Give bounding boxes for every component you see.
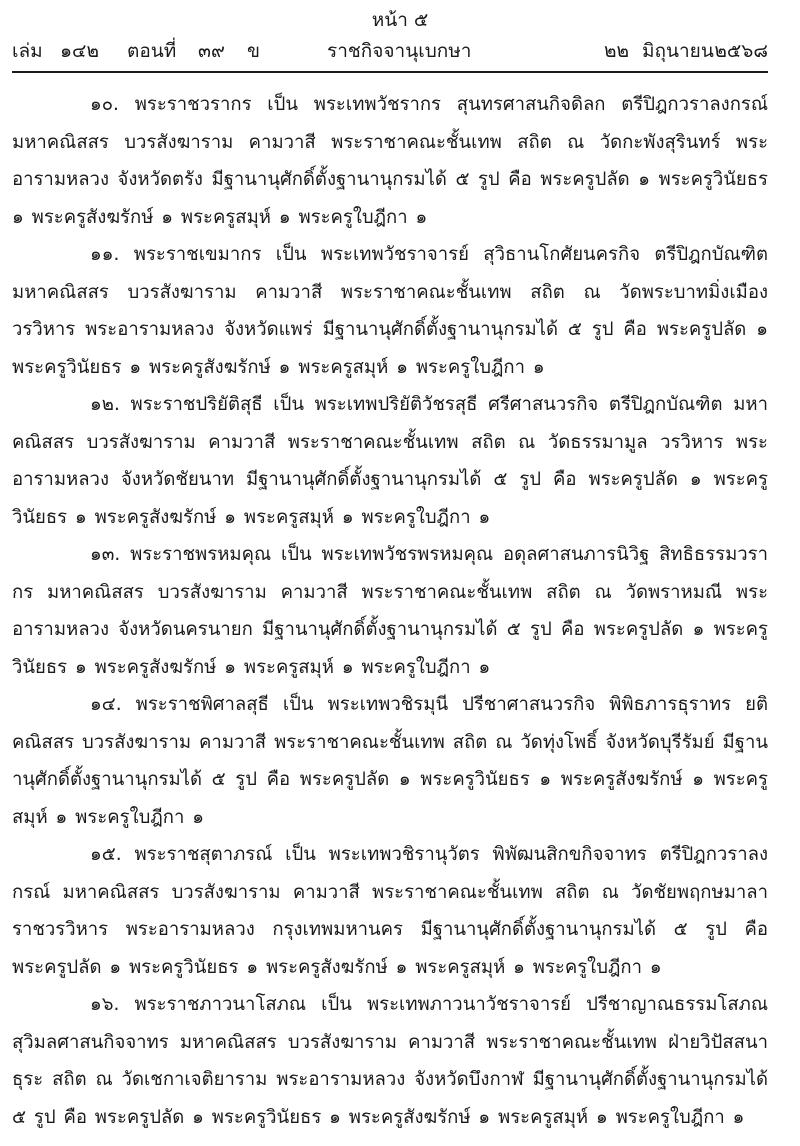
paragraph-item-16 (12, 986, 768, 1136)
item-text: พระราชปริยัติสุธี เป็น พระเทพปริยัติวัชรสุธี ศรีศาสนวรกิจ ตรีปิฎกบัณฑิต มหาคณิสสร บวรสังฆาราม คามวาสี พระราชาคณะชั้นเทพ สถิต ณ วัดธรรมามูล วรวิหาร พระอารามหลวง จังหวัดชัยนาท มีฐานานุศักดิ์ตั้งฐานานุกรมได้ ๕ รูป คือ พระครูปลัด ๑ พระครูวินัยธร ๑ พระครูสังฆรักษ์ ๑ พระครูสมุห์ ๑ พระครูใบฎีกา ๑ (12, 394, 768, 528)
issue-number: ๓๙ (198, 40, 225, 62)
section-letter: ข (247, 40, 260, 62)
item-text: พระราชภาวนาโสภณ เป็น พระเทพภาวนาวัชราจารย์ ปรีชาญาณธรรมโสภณ สุวิมลศาสนกิจจาทร มหาคณิสสร บวรสังฆาราม คามวาสี พระราชาคณะชั้นเทพ ฝ่ายวิปัสสนาธุระ สถิต ณ วัดเชกาเจติยาราม พระอารามหลวง จังหวัดบึงกาฬ มีฐานานุศักดิ์ตั้งฐานานุกรมได้ ๕ รูป คือ พระครูปลัด ๑ พระครูวินัยธร ๑ พระครูสังฆรักษ์ ๑ พระครูสมุห์ ๑ พระครูใบฎีกา ๑ (12, 994, 768, 1128)
paragraph-item-10 (12, 86, 768, 236)
publication-title: ราชกิจจานุเบกษา (327, 40, 472, 62)
paragraph-item-12 (12, 386, 768, 536)
page-number: หน้า ๕ (371, 9, 429, 31)
item-text: พระราชพรหมคุณ เป็น พระเทพวัชรพรหมคุณ อดุลศาสนภารนิวิฐ สิทธิธรรมวรากร มหาคณิสสร บวรสังฆาราม คามวาสี พระราชาคณะชั้นเทพ สถิต ณ วัดพราหมณี พระอารามหลวง จังหวัดนครนายก มีฐานานุศักดิ์ตั้งฐานานุกรมได้ ๕ รูป คือ พระครูปลัด ๑ พระครูวินัยธร ๑ พระครูสังฆรักษ์ ๑ พระครูสมุห์ ๑ พระครูใบฎีกา ๑ (12, 544, 768, 678)
date-year: ๒๕๖๘ (714, 40, 768, 62)
paragraph-item-11 (12, 236, 768, 386)
item-number: ๑๖. (90, 994, 120, 1015)
date-month: มิถุนายน (642, 40, 714, 62)
header-divider (12, 71, 768, 73)
item-number: ๑๑. (90, 244, 120, 265)
item-text: พระราชพิศาลสุธี เป็น พระเทพวชิรมุนี ปรีชาศาสนวรกิจ พิพิธภารธุราทร ยติคณิสสร บวรสังฆาราม คามวาสี พระราชาคณะชั้นเทพ สถิต ณ วัดทุ่งโพธิ์ จังหวัดบุรีรัมย์ มีฐานานุศักดิ์ตั้งฐานานุกรมได้ ๕ รูป คือ พระครูปลัด ๑ พระครูวินัยธร ๑ พระครูสังฆรักษ์ ๑ พระครูสมุห์ ๑ พระครูใบฎีกา ๑ (12, 694, 768, 828)
item-number: ๑๒. (90, 394, 120, 415)
item-text: พระราชสุตาภรณ์ เป็น พระเทพวชิรานุวัตร พิพัฒนสิกขกิจจาทร ตรีปิฎกวราลงกรณ์ มหาคณิสสร บวรสังฆาราม คามวาสี พระราชาคณะชั้นเทพ สถิต ณ วัดชัยพฤกษมาลา ราชวรวิหาร พระอารามหลวง กรุงเทพมหานคร มีฐานานุศักดิ์ตั้งฐานานุกรมได้ ๕ รูป คือ พระครูปลัด ๑ พระครูวินัยธร ๑ พระครูสังฆรักษ์ ๑ พระครูสมุห์ ๑ พระครูใบฎีกา ๑ (12, 844, 768, 978)
item-number: ๑๓. (90, 544, 121, 565)
item-number: ๑๐. (90, 94, 119, 115)
item-text: พระราชวรากร เป็น พระเทพวัชรากร สุนทรศาสนกิจดิลก ตรีปิฎกวราลงกรณ์ มหาคณิสสร บวรสังฆาราม คามวาสี พระราชาคณะชั้นเทพ สถิต ณ วัดกะพังสุรินทร์ พระอารามหลวง จังหวัดตรัง มีฐานานุศักดิ์ตั้งฐานานุกรมได้ ๕ รูป คือ พระครูปลัด ๑ พระครูวินัยธร ๑ พระครูสังฆรักษ์ ๑ พระครูสมุห์ ๑ พระครูใบฎีกา ๑ (12, 94, 768, 228)
document-body (12, 86, 768, 1136)
item-number: ๑๕. (90, 844, 122, 865)
paragraph-item-13 (12, 536, 768, 686)
item-number: ๑๔. (90, 694, 122, 715)
paragraph-item-14 (12, 686, 768, 836)
paragraph-item-15 (12, 836, 768, 986)
date-day: ๒๒ (604, 40, 630, 62)
gazette-header (12, 36, 768, 66)
volume-label: เล่ม (12, 40, 43, 62)
issue-label: ตอนที่ (127, 40, 177, 62)
volume-number: ๑๔๒ (60, 40, 99, 62)
item-text: พระราชเขมากร เป็น พระเทพวัชราจารย์ สุวิธานโกศัยนครกิจ ตรีปิฎกบัณฑิต มหาคณิสสร บวรสังฆาราม คามวาสี พระราชาคณะชั้นเทพ สถิต ณ วัดพระบาทมิ่งเมือง วรวิหาร พระอารามหลวง จังหวัดแพร่ มีฐานานุศักดิ์ตั้งฐานานุกรมได้ ๕ รูป คือ พระครูปลัด ๑ พระครูวินัยธร ๑ พระครูสังฆรักษ์ ๑ พระครูสมุห์ ๑ พระครูใบฎีกา ๑ (12, 244, 769, 378)
